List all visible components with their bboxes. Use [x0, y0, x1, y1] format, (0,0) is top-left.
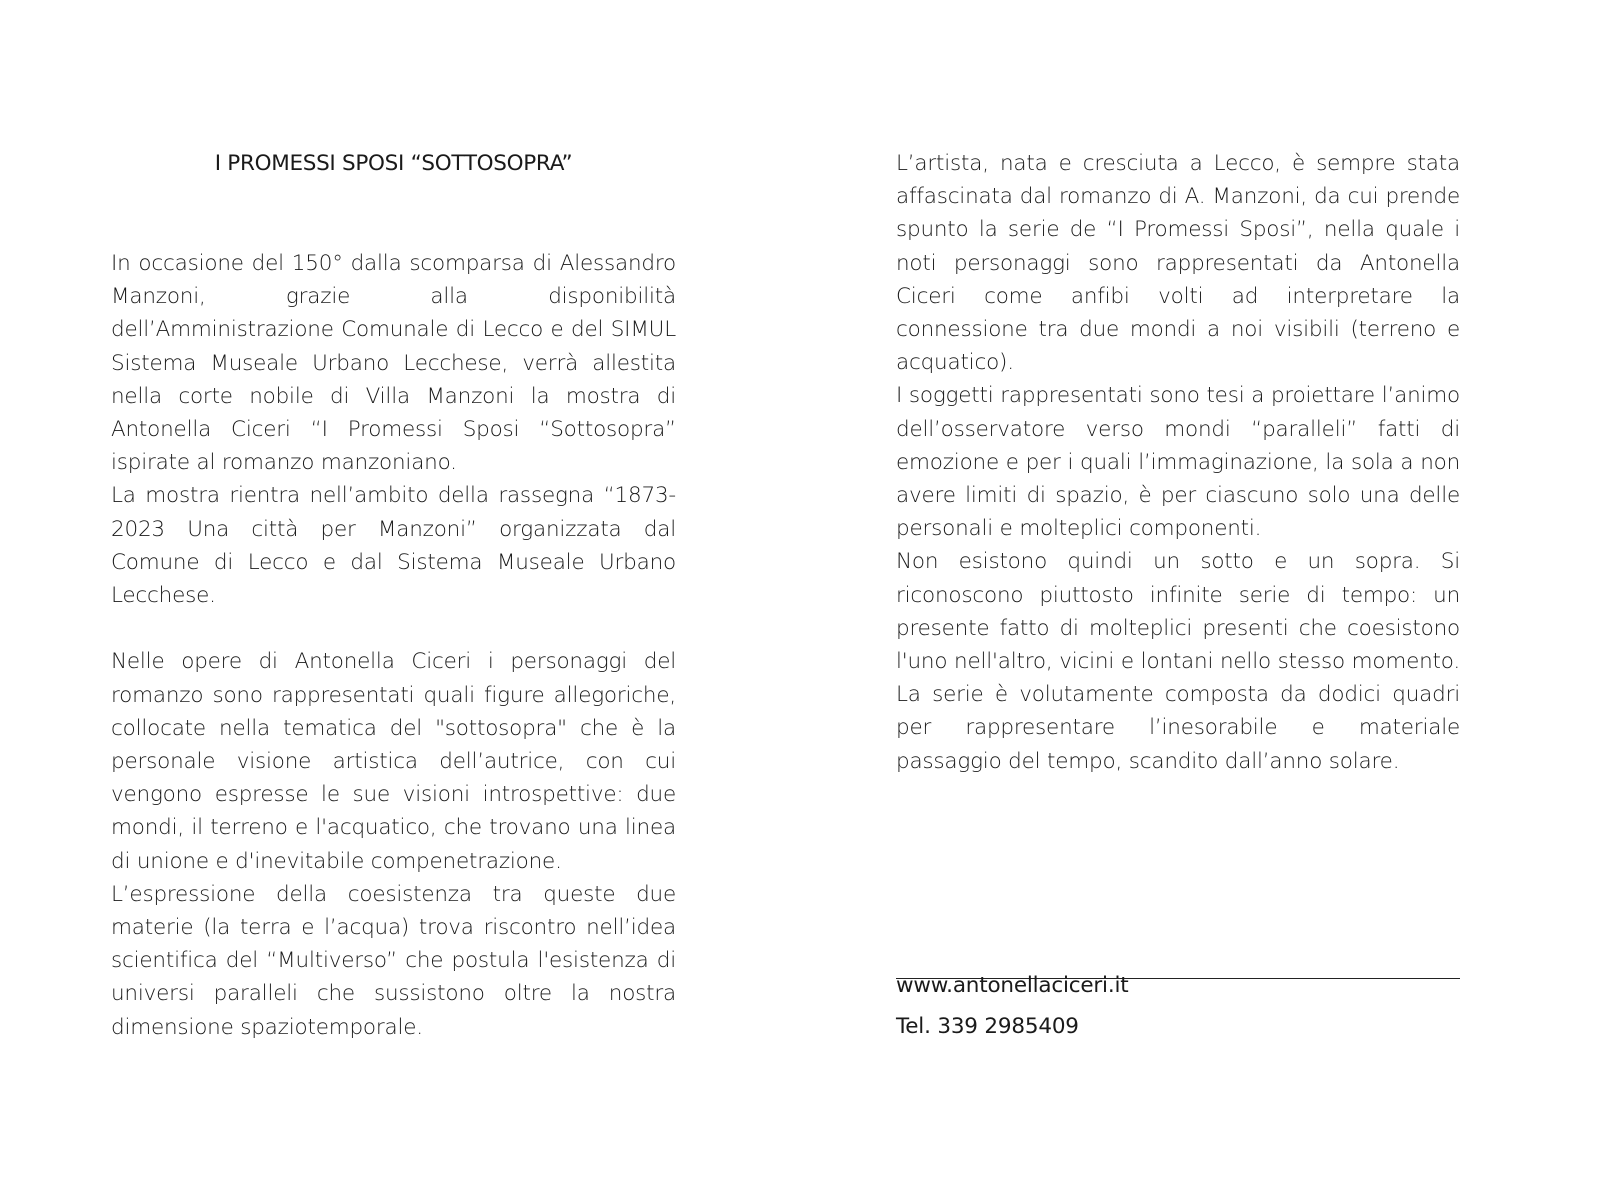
phone-number: Tel. 339 2985409 — [896, 1014, 1079, 1039]
paragraph: L’artista, nata e cresciuta a Lecco, è sempre stata affascinata dal romanzo di A. Manzoni, da cui prende spunto la serie de “I Promessi Sposi”, nella quale i noti personaggi sono rappresentati da Antonella Ciceri come anfibi volti ad interpretare la connessione tra due mondi a noi visibili (terreno e acquatico). — [896, 151, 1460, 376]
right-body — [896, 147, 1460, 778]
website-link[interactable]: www.antonellaciceri.it — [896, 973, 1129, 998]
left-body — [111, 247, 676, 1044]
paragraph: I soggetti rappresentati sono tesi a proiettare l’animo dell’osservatore verso mondi “paralleli” fatti di emozione e per i quali l’immaginazione, la sola a non avere limiti di spazio, è per ciascuno solo una delle personali e molteplici componenti. — [896, 383, 1460, 542]
document-title: I PROMESSI SPOSI “SOTTOSOPRA” — [214, 151, 573, 176]
paragraph: L’espressione della coesistenza tra queste due materie (la terra e l’acqua) trova riscontro nell’idea scientifica del “Multiverso” che postula l'esistenza di universi paralleli che sussistono oltre la nostra dimensione spaziotemporale. — [111, 881, 676, 1040]
paragraph: La mostra rientra nell’ambito della rassegna “1873-2023 Una città per Manzoni” organizzata dal Comune di Lecco e dal Sistema Museale Urbano Lecchese. — [111, 483, 676, 609]
paragraph: Nelle opere di Antonella Ciceri i personaggi del romanzo sono rappresentati quali figure allegoriche, collocate nella tematica del "sottosopra" che è la personale visione artistica dell’autrice, con cui vengono espresse le sue visioni introspettive: due mondi, il terreno e l'acquatico, che trovano una linea di unione e d'inevitabile compenetrazione. — [111, 649, 676, 874]
paragraph: Non esistono quindi un sotto e un sopra. Si riconoscono piuttosto infinite serie di tempo: un presente fatto di molteplici presenti che coesistono l'uno nell'altro, vicini e lontani nello stesso momento. La serie è volutamente composta da dodici quadri per rappresentare l’inesorabile e materiale passaggio del tempo, scandito dall’anno solare. — [896, 549, 1460, 774]
paragraph: In occasione del 150° dalla scomparsa di Alessandro Manzoni, grazie alla disponibilità dell’Amministrazione Comunale di Lecco e del SIMUL Sistema Museale Urbano Lecchese, verrà allestita nella corte nobile di Villa Manzoni la mostra di Antonella Ciceri “I Promessi Sposi “Sottosopra” ispirate al romanzo manzoniano. — [111, 251, 676, 476]
